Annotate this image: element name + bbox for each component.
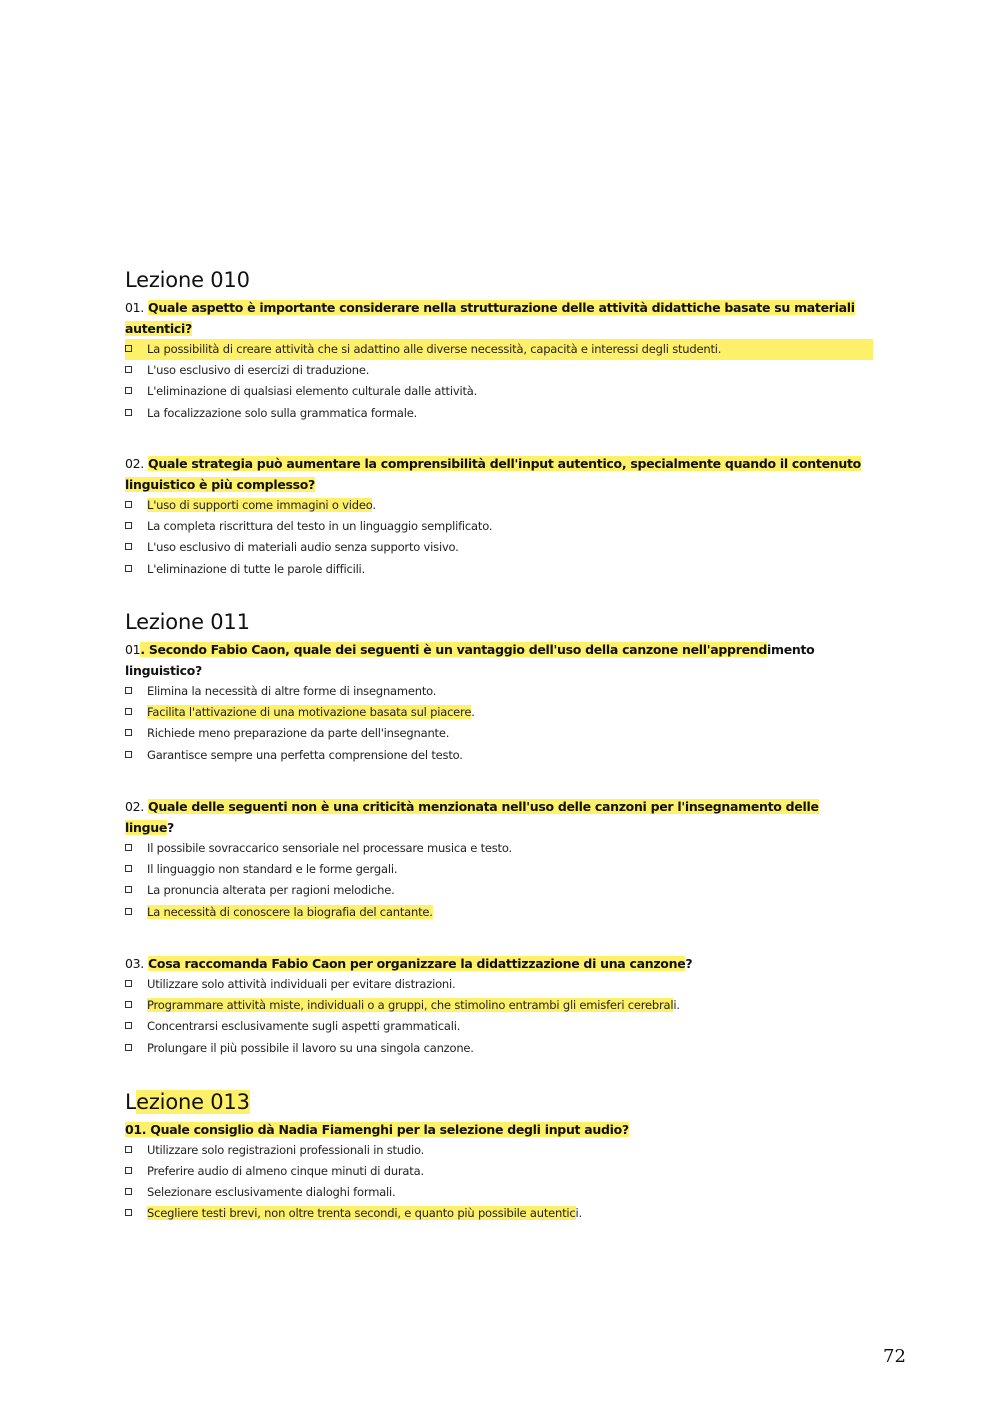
question-011-03: 03. Cosa raccomanda Fabio Caon per organizzare la didattizzazione di una canzone? (125, 956, 693, 971)
checkbox-icon[interactable] (125, 1044, 132, 1051)
checkbox-icon[interactable] (125, 409, 132, 416)
page-number: 72 (883, 1346, 906, 1367)
lesson-title: Lezione 011 (125, 610, 250, 634)
option-item[interactable]: L'eliminazione di qualsiasi elemento culturale dalle attività. (125, 381, 870, 402)
option-item[interactable]: Scegliere testi brevi, non oltre trenta secondi, e quanto più possibile autentici. (125, 1204, 870, 1223)
checkbox-icon[interactable] (125, 1209, 132, 1216)
options-list (125, 339, 870, 424)
checkbox-icon[interactable] (125, 366, 132, 373)
options-list (125, 838, 870, 923)
option-item[interactable]: La necessità di conoscere la biografia del cantante. (125, 902, 870, 923)
question-text: Cosa raccomanda Fabio Caon per organizzare la didattizzazione di una canzone (148, 956, 686, 971)
options-list (125, 495, 870, 580)
options-list (125, 681, 870, 766)
checkbox-icon[interactable] (125, 1188, 132, 1195)
option-item[interactable]: L'uso esclusivo di esercizi di traduzione. (125, 360, 870, 381)
option-item[interactable]: Garantisce sempre una perfetta comprensione del testo. (125, 745, 870, 766)
option-item[interactable]: Facilita l'attivazione di una motivazione basata sul piacere. (125, 702, 870, 723)
option-item[interactable]: Selezionare esclusivamente dialoghi formali. (125, 1182, 870, 1203)
lesson-010 (125, 266, 870, 424)
checkbox-icon[interactable] (125, 565, 132, 572)
question-block-010-02 (125, 453, 870, 580)
question-block-011-03 (125, 953, 870, 1059)
question-block-011-02 (125, 796, 870, 923)
option-item[interactable]: L'uso di supporti come immagini o video. (125, 495, 870, 516)
option-item[interactable]: La possibilità di creare attività che si adattino alle diverse necessità, capacità e interessi degli studenti. (125, 339, 873, 360)
option-item[interactable]: Concentrarsi esclusivamente sugli aspetti grammaticali. (125, 1016, 870, 1037)
option-item[interactable]: La focalizzazione solo sulla grammatica formale. (125, 403, 870, 424)
question-text: Quale strategia può aumentare la comprensibilità dell'input autentico, specialmente quando il contenuto linguistico è più complesso? (125, 456, 861, 492)
checkbox-icon[interactable] (125, 687, 132, 694)
option-item[interactable]: Utilizzare solo attività individuali per evitare distrazioni. (125, 974, 870, 995)
checkbox-icon[interactable] (125, 1001, 132, 1008)
option-item[interactable]: La completa riscrittura del testo in un linguaggio semplificato. (125, 516, 870, 537)
option-item[interactable]: Il possibile sovraccarico sensoriale nel processare musica e testo. (125, 838, 870, 859)
checkbox-icon[interactable] (125, 865, 132, 872)
checkbox-icon[interactable] (125, 844, 132, 851)
option-item[interactable]: Il linguaggio non standard e le forme gergali. (125, 859, 870, 880)
question-text: Quale aspetto è importante considerare nella strutturazione delle attività didattiche basate su materiali autentici? (125, 300, 855, 336)
option-item[interactable]: La pronuncia alterata per ragioni melodiche. (125, 880, 870, 901)
checkbox-icon[interactable] (125, 345, 132, 352)
lesson-013 (125, 1088, 870, 1223)
checkbox-icon[interactable] (125, 886, 132, 893)
checkbox-icon[interactable] (125, 522, 132, 529)
options-list (125, 974, 870, 1059)
options-list (125, 1140, 870, 1223)
question-010-01: 01. Quale aspetto è importante considerare nella strutturazione delle attività didattiche basate su materiali autentici? (125, 300, 855, 336)
lesson-title: Lezione 010 (125, 268, 250, 292)
option-item[interactable]: Preferire audio di almeno cinque minuti di durata. (125, 1161, 870, 1182)
question-013-01 (125, 1119, 870, 1140)
question-011-01: 01. Secondo Fabio Caon, quale dei seguenti è un vantaggio dell'uso della canzone nell'apprendimento linguistico? (125, 642, 815, 678)
option-item[interactable]: Elimina la necessità di altre forme di insegnamento. (125, 681, 870, 702)
question-text: Quale delle seguenti non è una criticità menzionata nell'uso delle canzoni per l'insegnamento delle lingue (125, 799, 819, 835)
option-item[interactable]: Utilizzare solo registrazioni professionali in studio. (125, 1140, 870, 1161)
option-item[interactable]: Richiede meno preparazione da parte dell'insegnante. (125, 723, 870, 744)
question-011-02: 02. Quale delle seguenti non è una criticità menzionata nell'uso delle canzoni per l'insegnamento delle lingue? (125, 799, 819, 835)
checkbox-icon[interactable] (125, 501, 132, 508)
checkbox-icon[interactable] (125, 1146, 132, 1153)
option-item[interactable]: Prolungare il più possibile il lavoro su una singola canzone. (125, 1038, 870, 1059)
checkbox-icon[interactable] (125, 1022, 132, 1029)
question-text: . Secondo Fabio Caon, quale dei seguenti è un vantaggio dell'uso della canzone nell'apprend (140, 642, 767, 657)
checkbox-icon[interactable] (125, 751, 132, 758)
checkbox-icon[interactable] (125, 729, 132, 736)
checkbox-icon[interactable] (125, 708, 132, 715)
question-text: 01. Quale consiglio dà Nadia Fiamenghi per la selezione degli input audio? (125, 1122, 629, 1137)
option-item[interactable]: Programmare attività miste, individuali o a gruppi, che stimolino entrambi gli emisferi cerebrali. (125, 995, 870, 1016)
lesson-title: Lezione 013 (125, 1090, 250, 1114)
checkbox-icon[interactable] (125, 908, 132, 915)
option-item[interactable]: L'uso esclusivo di materiali audio senza supporto visivo. (125, 537, 870, 558)
lesson-011 (125, 608, 870, 766)
checkbox-icon[interactable] (125, 980, 132, 987)
option-item[interactable]: L'eliminazione di tutte le parole difficili. (125, 559, 870, 580)
checkbox-icon[interactable] (125, 1167, 132, 1174)
checkbox-icon[interactable] (125, 543, 132, 550)
question-010-02: 02. Quale strategia può aumentare la comprensibilità dell'input autentico, specialmente quando il contenuto linguistico è più complesso? (125, 456, 861, 492)
checkbox-icon[interactable] (125, 387, 132, 394)
